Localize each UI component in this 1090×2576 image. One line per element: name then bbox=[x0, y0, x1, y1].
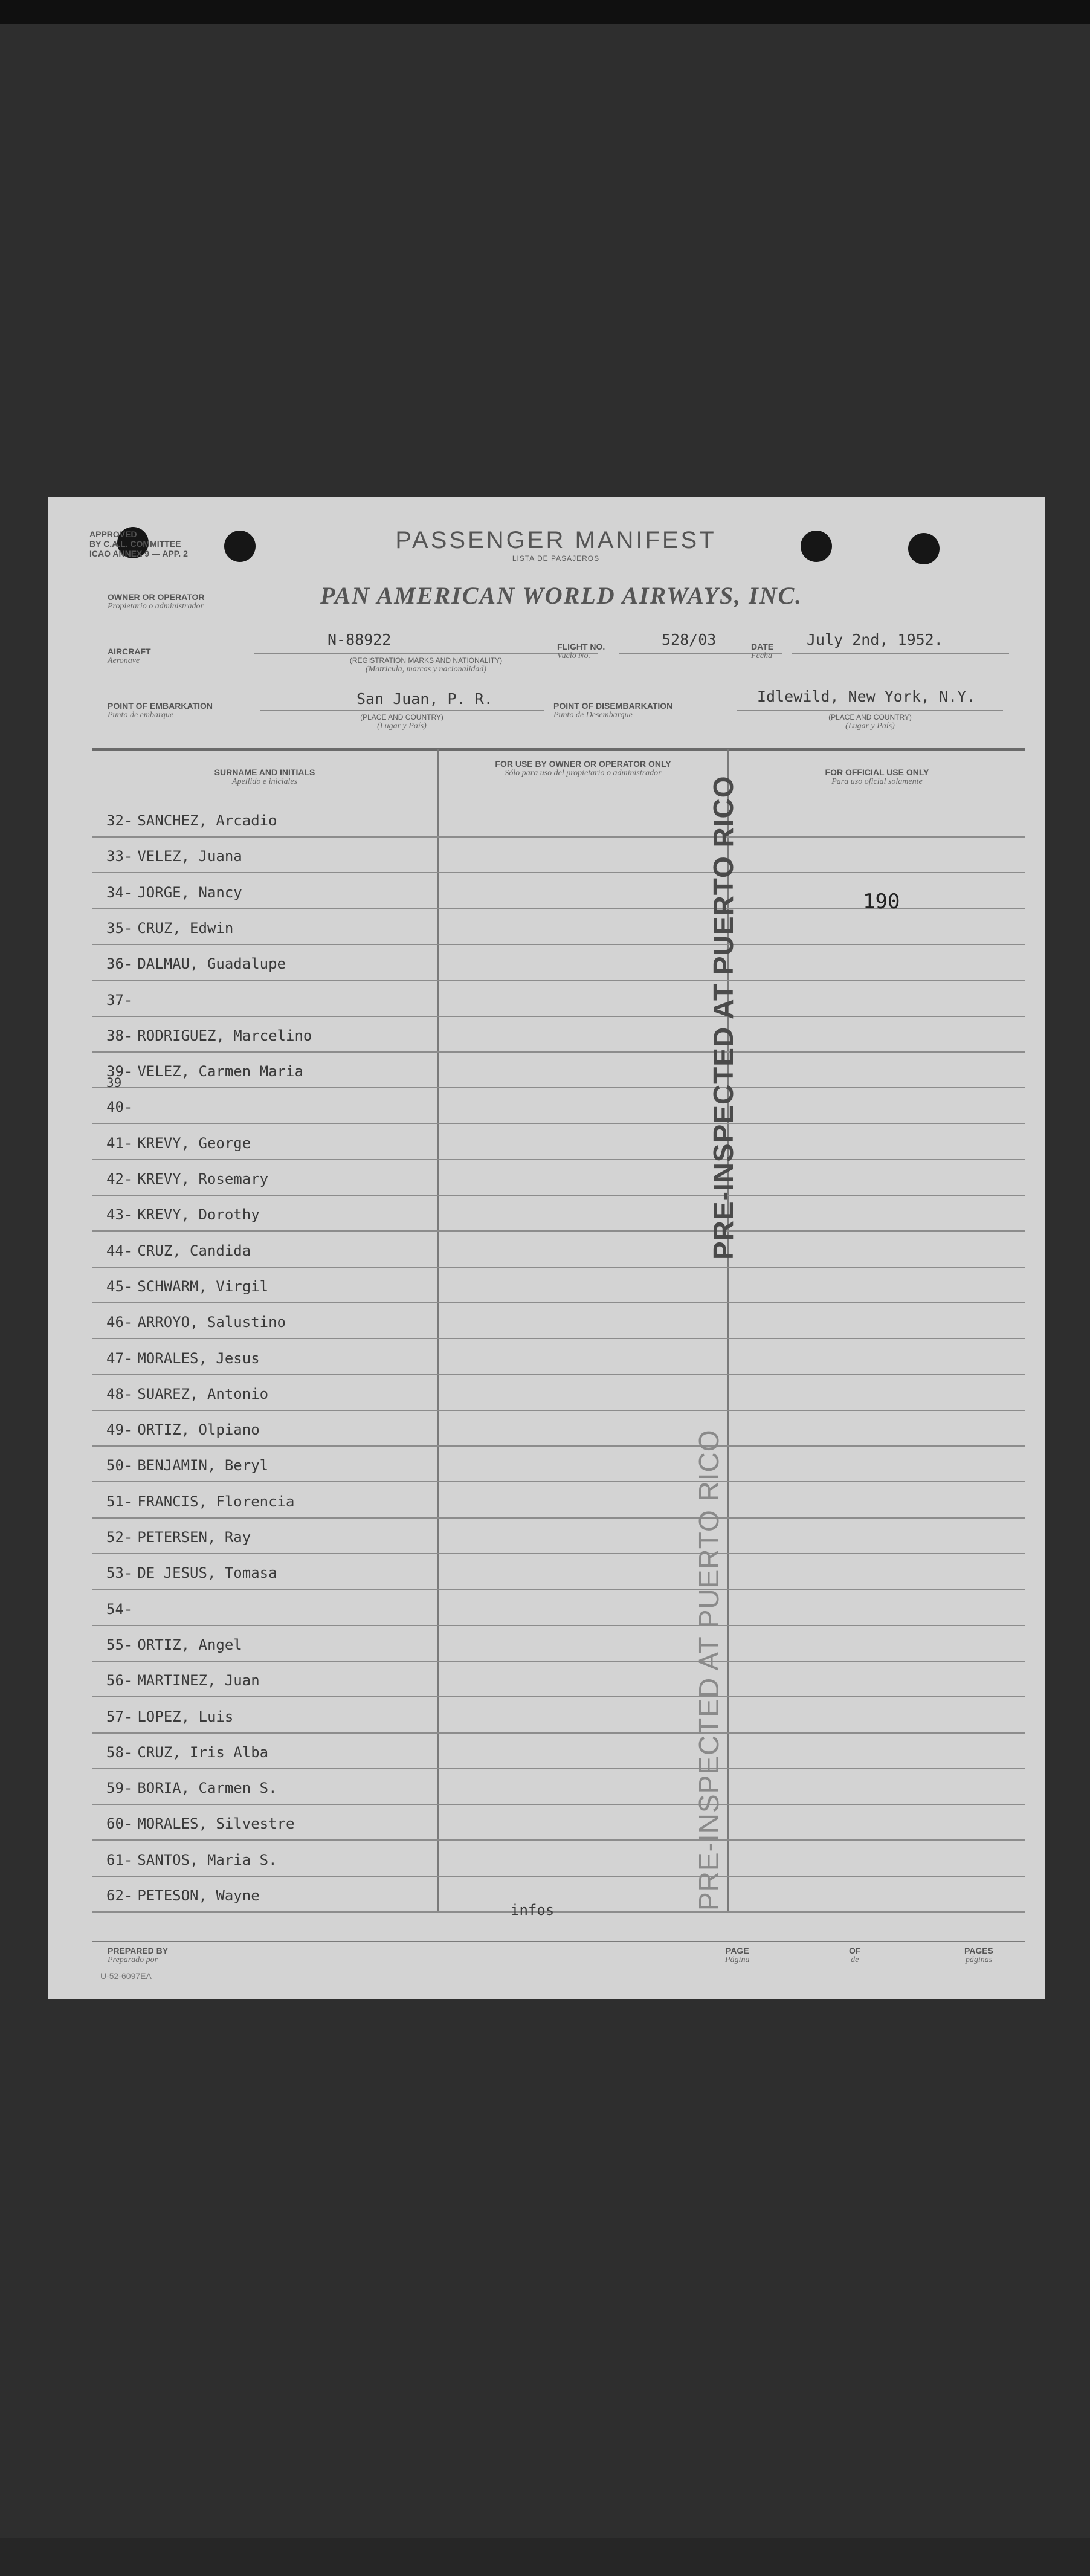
page-label-es: Página bbox=[725, 1955, 750, 1964]
passenger-row bbox=[106, 1386, 268, 1403]
passenger-number: 40- bbox=[106, 1099, 133, 1115]
passenger-row bbox=[106, 884, 242, 901]
row-rule bbox=[92, 1768, 1025, 1769]
footer-rule bbox=[92, 1941, 1025, 1942]
page-title: PASSENGER MANIFEST bbox=[395, 527, 717, 554]
film-edge-bottom bbox=[0, 2538, 1090, 2576]
prepared-label-es: Preparado por bbox=[108, 1955, 158, 1964]
passenger-number: 32- bbox=[106, 812, 133, 829]
passenger-name: MORALES, Silvestre bbox=[137, 1815, 295, 1832]
date-rule bbox=[792, 653, 1009, 654]
passenger-number: 34- bbox=[106, 884, 133, 901]
column-header-surname: SURNAME AND INITIALS Apellido e iniciales bbox=[214, 767, 315, 786]
row-rule bbox=[92, 1839, 1025, 1841]
passenger-row bbox=[106, 1636, 242, 1653]
row-rule bbox=[92, 980, 1025, 981]
passenger-name: JORGE, Nancy bbox=[137, 884, 242, 901]
passenger-name: BORIA, Carmen S. bbox=[137, 1780, 277, 1796]
embarkation-caption: (PLACE AND COUNTRY) (Lugar y País) bbox=[360, 713, 443, 731]
approval-block bbox=[89, 529, 234, 558]
passenger-name: ARROYO, Salustino bbox=[137, 1314, 286, 1331]
prepared-label-block bbox=[108, 1946, 168, 1965]
passenger-name: CRUZ, Candida bbox=[137, 1242, 251, 1259]
aircraft-rule bbox=[254, 653, 598, 654]
passenger-name: SANTOS, Maria S. bbox=[137, 1851, 277, 1868]
punch-hole bbox=[801, 531, 832, 562]
official-use-number: 190 bbox=[863, 889, 900, 914]
passenger-number: 41- bbox=[106, 1135, 133, 1152]
passenger-row bbox=[106, 1815, 294, 1832]
flight-label-block bbox=[557, 642, 605, 661]
passenger-number: 50- bbox=[106, 1457, 133, 1474]
row-rule bbox=[92, 1410, 1025, 1411]
passenger-name: VELEZ, Juana bbox=[137, 848, 242, 865]
passenger-number: 38- bbox=[106, 1027, 133, 1044]
aircraft-label-es: Aeronave bbox=[108, 656, 140, 665]
punch-hole bbox=[908, 533, 940, 564]
date-label-es: Fecha bbox=[751, 651, 772, 660]
form-code: U-52-6097EA bbox=[100, 1971, 152, 1981]
passenger-number: 61- bbox=[106, 1851, 133, 1868]
embarkation-rule bbox=[260, 710, 544, 711]
page-label: PAGE bbox=[725, 1946, 749, 1955]
embarkation-label-es: Punto de embarque bbox=[108, 711, 174, 720]
passenger-number: 55- bbox=[106, 1636, 133, 1653]
passenger-row bbox=[106, 1744, 268, 1761]
owner-label-es: Propietario o administrador bbox=[108, 602, 204, 611]
passenger-number: 53- bbox=[106, 1564, 133, 1581]
column-header-official-use: FOR OFFICIAL USE ONLY Para uso oficial solamente bbox=[825, 767, 929, 786]
passenger-number: 60- bbox=[106, 1815, 133, 1832]
passenger-number: 48- bbox=[106, 1386, 133, 1403]
passenger-row bbox=[106, 1421, 260, 1438]
passenger-number: 36- bbox=[106, 955, 133, 972]
row-rule bbox=[92, 1338, 1025, 1339]
row-rule bbox=[92, 1589, 1025, 1590]
aircraft-label: AIRCRAFT bbox=[108, 647, 151, 656]
passenger-row bbox=[106, 1314, 286, 1331]
passenger-number: 37- bbox=[106, 992, 133, 1009]
row-rule bbox=[92, 1159, 1025, 1160]
passenger-name: ORTIZ, Olpiano bbox=[137, 1421, 260, 1438]
passenger-row bbox=[106, 1063, 303, 1080]
passenger-row bbox=[106, 1135, 251, 1152]
embarkation-value: San Juan, P. R. bbox=[356, 690, 493, 708]
passenger-name: LOPEZ, Luis bbox=[137, 1708, 234, 1725]
row-rule bbox=[92, 1445, 1025, 1447]
passenger-number: 58- bbox=[106, 1744, 133, 1761]
passenger-name: SUAREZ, Antonio bbox=[137, 1386, 269, 1403]
passenger-name: KREVY, Rosemary bbox=[137, 1170, 269, 1187]
prepared-label: PREPARED BY bbox=[108, 1946, 169, 1955]
row-rule bbox=[92, 1517, 1025, 1519]
disembarkation-value: Idlewild, New York, N.Y. bbox=[757, 688, 976, 705]
row-rule bbox=[92, 1481, 1025, 1482]
passenger-row bbox=[106, 920, 233, 937]
column-divider bbox=[437, 749, 439, 1911]
passenger-row bbox=[106, 1672, 260, 1689]
date-label-block bbox=[751, 642, 773, 661]
passenger-name: RODRIGUEZ, Marcelino bbox=[137, 1027, 312, 1044]
of-label-es: de bbox=[851, 1955, 859, 1964]
row-rule bbox=[92, 1696, 1025, 1697]
passenger-row bbox=[106, 1206, 260, 1223]
passenger-name: MORALES, Jesus bbox=[137, 1350, 260, 1367]
row-rule bbox=[92, 1230, 1025, 1232]
row-rule bbox=[92, 1051, 1025, 1053]
flight-value: 528/03 bbox=[662, 631, 717, 648]
page-label-block bbox=[725, 1946, 749, 1965]
manifest-sheet bbox=[48, 497, 1045, 1999]
flight-label: FLIGHT NO. bbox=[557, 642, 605, 651]
passenger-number: 35- bbox=[106, 920, 133, 937]
of-label-block bbox=[849, 1946, 860, 1965]
passenger-number: 45- bbox=[106, 1278, 133, 1295]
passenger-row bbox=[106, 1278, 268, 1295]
row-rule bbox=[92, 1661, 1025, 1662]
row-extra-number: 39 bbox=[106, 1076, 122, 1090]
passenger-number: 57- bbox=[106, 1708, 133, 1725]
pages-label-es: páginas bbox=[965, 1955, 993, 1964]
row-rule bbox=[92, 1123, 1025, 1124]
passenger-number: 46- bbox=[106, 1314, 133, 1331]
disembarkation-label-es: Punto de Desembarque bbox=[553, 711, 633, 720]
owner-label: OWNER OR OPERATOR bbox=[108, 592, 205, 602]
passenger-number: 42- bbox=[106, 1170, 133, 1187]
disembarkation-rule bbox=[737, 710, 1003, 711]
passenger-row bbox=[106, 1027, 312, 1044]
passenger-row bbox=[106, 992, 137, 1009]
aircraft-value: N-88922 bbox=[327, 631, 392, 648]
row-rule bbox=[92, 836, 1025, 838]
passenger-row bbox=[106, 1564, 277, 1581]
passenger-row bbox=[106, 955, 286, 972]
of-label: OF bbox=[849, 1946, 861, 1955]
passenger-row bbox=[106, 1242, 251, 1259]
passenger-row bbox=[106, 1851, 277, 1868]
row-rule bbox=[92, 1911, 1025, 1913]
passenger-name: SANCHEZ, Arcadio bbox=[137, 812, 277, 829]
passenger-name: FRANCIS, Florencia bbox=[137, 1493, 295, 1510]
passenger-number: 49- bbox=[106, 1421, 133, 1438]
passenger-row bbox=[106, 1457, 268, 1474]
passenger-name: PETESON, Wayne bbox=[137, 1887, 260, 1904]
approval-line: APPROVED bbox=[89, 529, 137, 539]
passenger-name: VELEZ, Carmen Maria bbox=[137, 1063, 303, 1080]
row-rule bbox=[92, 1302, 1025, 1303]
flight-label-es: Vuelo No. bbox=[557, 651, 590, 660]
column-header-owner-use: FOR USE BY OWNER OR OPERATOR ONLY Sólo para uso del propietario o administrador bbox=[495, 759, 671, 778]
passenger-number: 56- bbox=[106, 1672, 133, 1689]
passenger-row bbox=[106, 1170, 268, 1187]
row-rule bbox=[92, 1553, 1025, 1554]
passenger-number: 54- bbox=[106, 1601, 133, 1618]
passenger-row bbox=[106, 1529, 251, 1546]
passenger-number: 39- bbox=[106, 1063, 133, 1080]
passenger-row bbox=[106, 1708, 233, 1725]
row-rule bbox=[92, 1087, 1025, 1088]
passenger-number: 62- bbox=[106, 1887, 133, 1904]
passenger-row bbox=[106, 848, 242, 865]
passenger-name: DE JESUS, Tomasa bbox=[137, 1564, 277, 1581]
passenger-number: 44- bbox=[106, 1242, 133, 1259]
aircraft-label-block bbox=[108, 647, 151, 666]
pre-inspected-stamp: PRE-INSPECTED AT PUERTO RICO bbox=[693, 1429, 724, 1911]
passenger-row bbox=[106, 1887, 260, 1904]
approval-line: BY C.A.L. COMMITTEE bbox=[89, 539, 181, 549]
pages-label: PAGES bbox=[964, 1946, 993, 1955]
row-rule bbox=[92, 1876, 1025, 1877]
pages-label-block bbox=[964, 1946, 993, 1965]
passenger-name: DALMAU, Guadalupe bbox=[137, 955, 286, 972]
passenger-number: 47- bbox=[106, 1350, 133, 1367]
row-rule bbox=[92, 1804, 1025, 1805]
owner-label-block bbox=[108, 592, 205, 612]
row-rule bbox=[92, 1625, 1025, 1626]
row-rule bbox=[92, 1195, 1025, 1196]
passenger-number: 51- bbox=[106, 1493, 133, 1510]
row-rule bbox=[92, 872, 1025, 873]
passenger-name: CRUZ, Edwin bbox=[137, 920, 234, 937]
passenger-row bbox=[106, 1780, 277, 1796]
passenger-name: PETERSEN, Ray bbox=[137, 1529, 251, 1546]
passenger-name: BENJAMIN, Beryl bbox=[137, 1457, 269, 1474]
embarkation-label-block bbox=[108, 701, 213, 720]
registration-caption: (REGISTRATION MARKS AND NATIONALITY) (Matricula, marcas y nacionalidad) bbox=[349, 656, 503, 674]
disembarkation-label: POINT OF DISEMBARKATION bbox=[553, 701, 673, 711]
disembarkation-label-block bbox=[553, 701, 672, 720]
passenger-row bbox=[106, 1350, 260, 1367]
table-top-rule bbox=[92, 748, 1025, 751]
passenger-row bbox=[106, 1601, 137, 1618]
passenger-row bbox=[106, 1493, 294, 1510]
passenger-name: ORTIZ, Angel bbox=[137, 1636, 242, 1653]
row-rule bbox=[92, 1374, 1025, 1375]
date-value: July 2nd, 1952. bbox=[807, 631, 943, 648]
passenger-name: MARTINEZ, Juan bbox=[137, 1672, 260, 1689]
passenger-number: 59- bbox=[106, 1780, 133, 1796]
passenger-number: 52- bbox=[106, 1529, 133, 1546]
passenger-name: KREVY, George bbox=[137, 1135, 251, 1152]
infos-note: infos bbox=[511, 1902, 555, 1919]
title-block bbox=[387, 527, 725, 563]
embarkation-label: POINT OF EMBARKATION bbox=[108, 701, 213, 711]
passenger-name: CRUZ, Iris Alba bbox=[137, 1744, 269, 1761]
page-title-es: LISTA DE PASAJEROS bbox=[512, 554, 600, 563]
passenger-name: KREVY, Dorothy bbox=[137, 1206, 260, 1223]
passenger-name: SCHWARM, Virgil bbox=[137, 1278, 269, 1295]
row-rule bbox=[92, 1016, 1025, 1017]
owner-name: PAN AMERICAN WORLD AIRWAYS, INC. bbox=[320, 582, 803, 609]
passenger-number: 43- bbox=[106, 1206, 133, 1223]
pre-inspected-stamp: PRE-INSPECTED AT PUERTO RICO bbox=[708, 775, 739, 1260]
disembarkation-caption: (PLACE AND COUNTRY) (Lugar y País) bbox=[828, 713, 912, 731]
passenger-row bbox=[106, 812, 277, 829]
row-rule bbox=[92, 944, 1025, 945]
film-edge-top bbox=[0, 0, 1090, 24]
date-label: DATE bbox=[751, 642, 774, 651]
row-rule bbox=[92, 1267, 1025, 1268]
passenger-number: 33- bbox=[106, 848, 133, 865]
passenger-row bbox=[106, 1099, 137, 1115]
approval-line: ICAO ANNEX 9 — APP. 2 bbox=[89, 549, 188, 558]
row-rule bbox=[92, 1732, 1025, 1734]
